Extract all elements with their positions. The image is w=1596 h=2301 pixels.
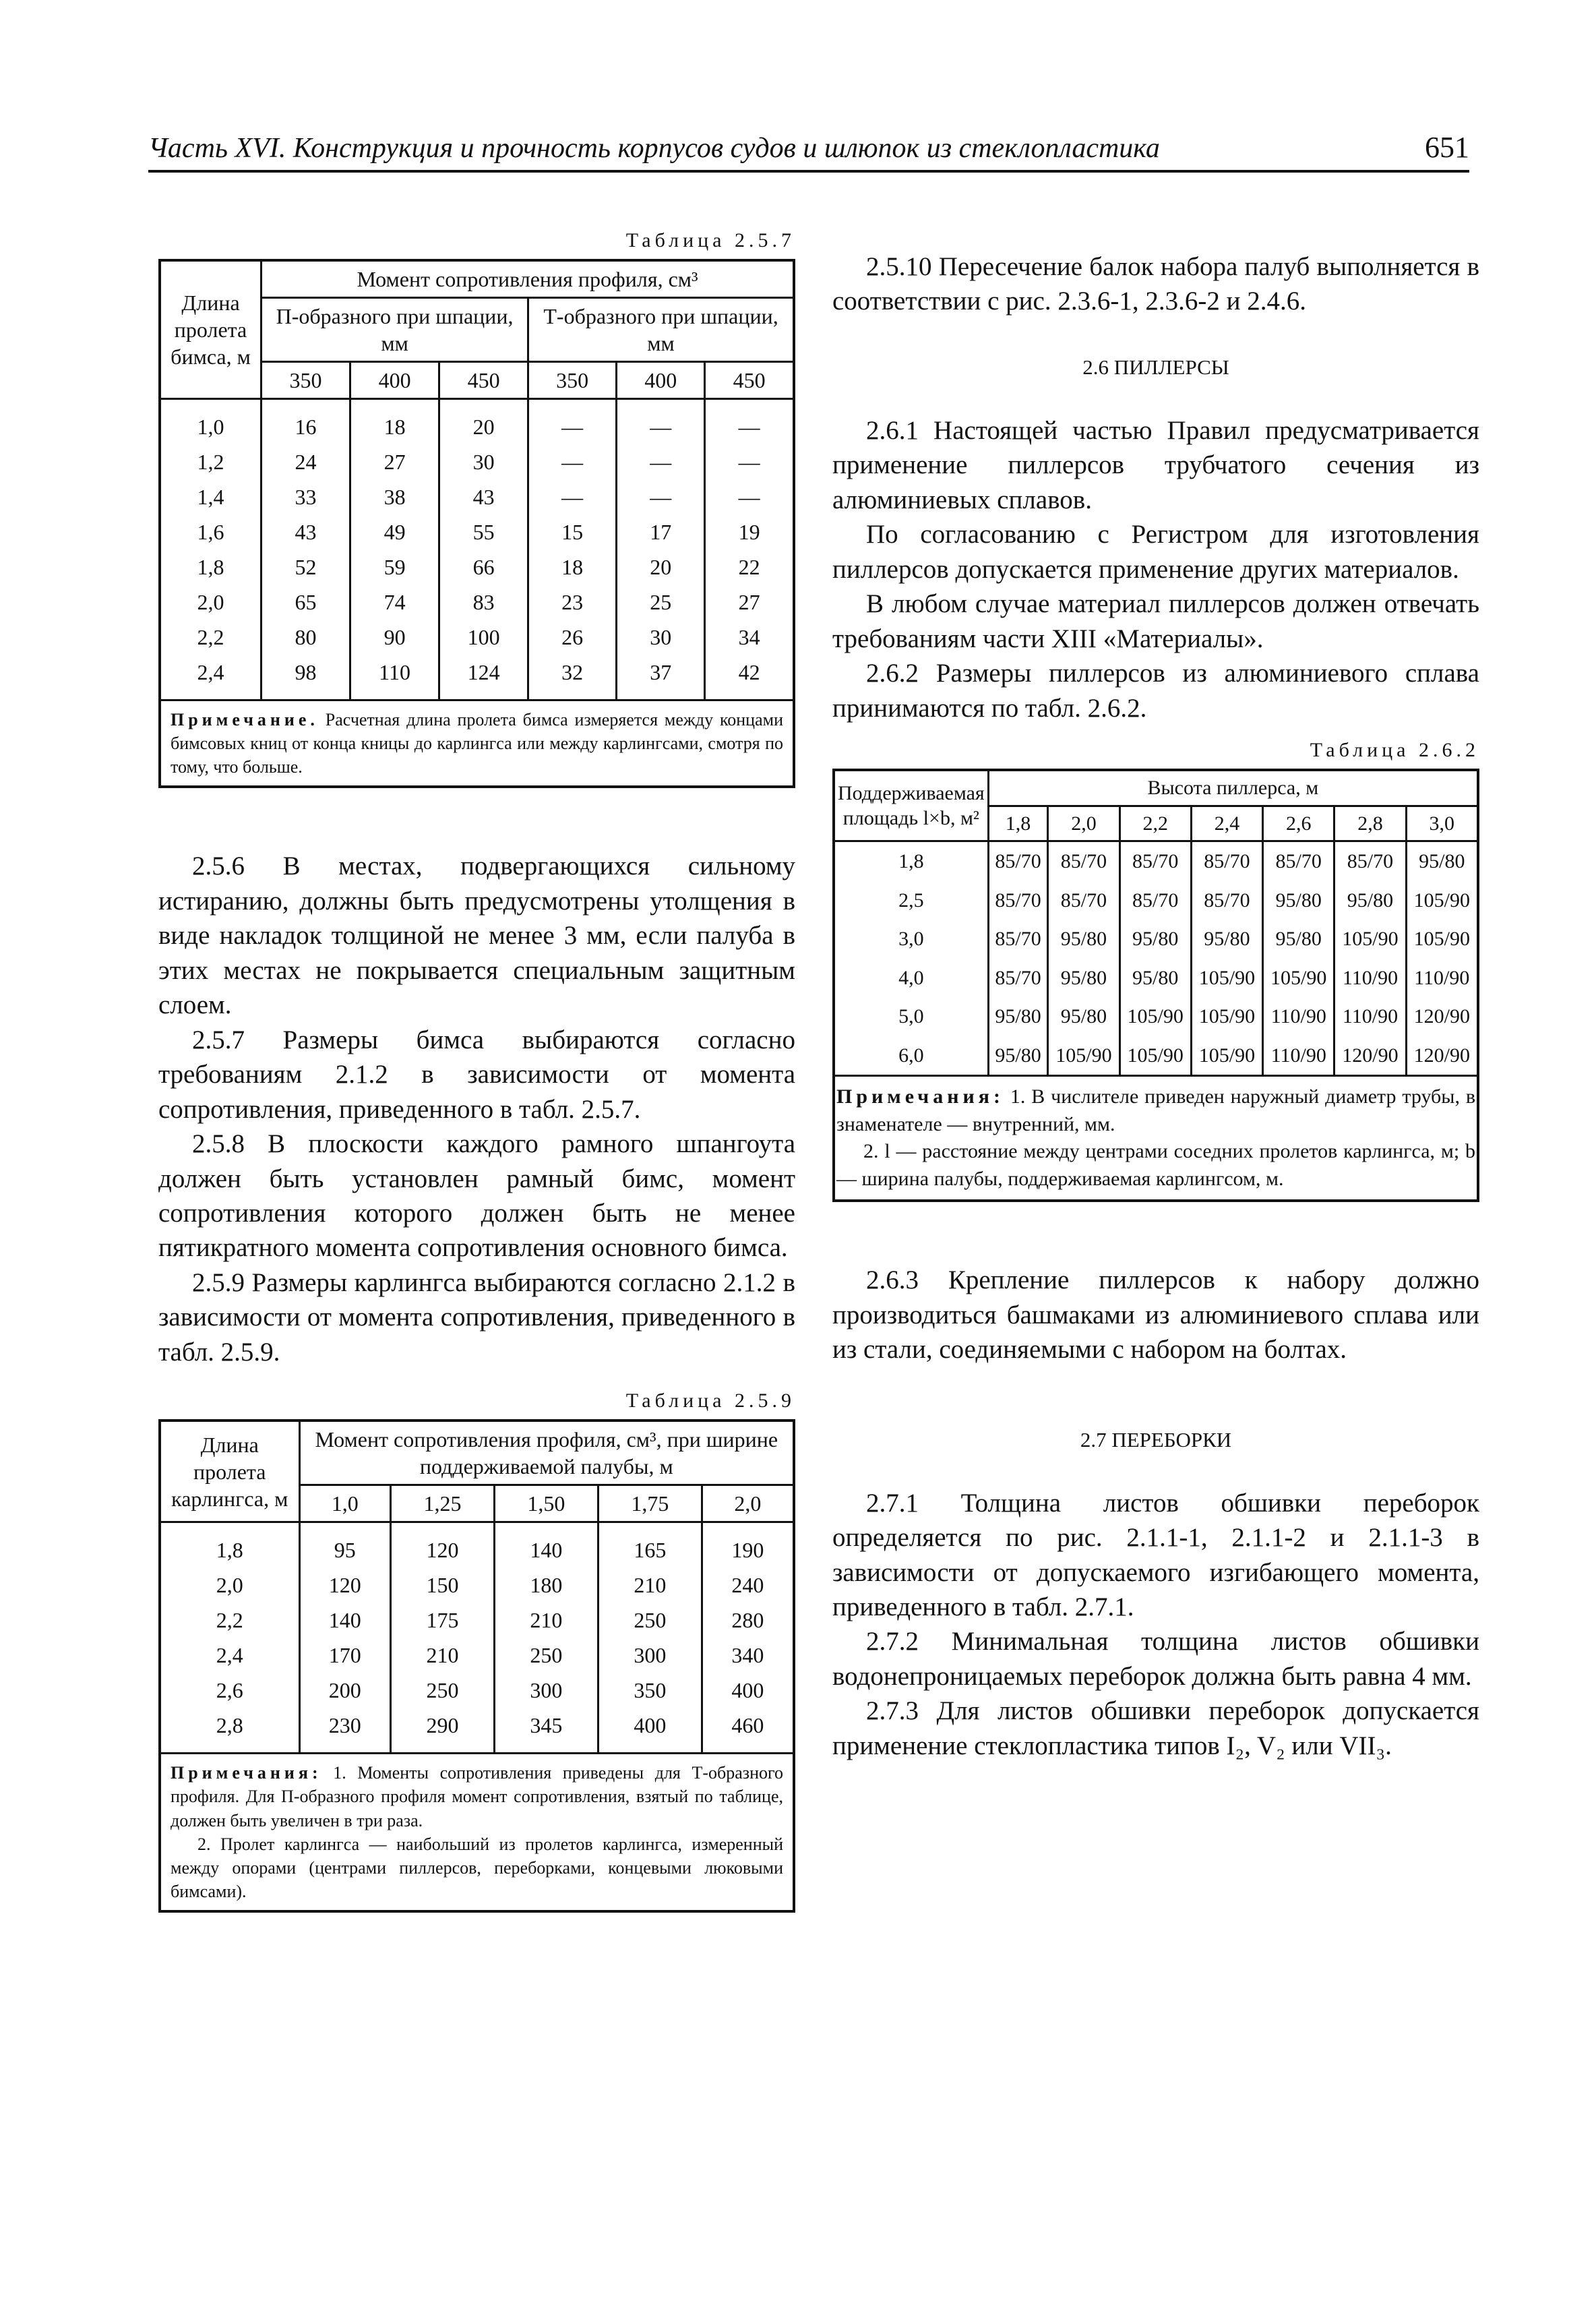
table-cell: 59: [350, 549, 439, 585]
table-cell: 140: [299, 1603, 391, 1638]
table-cell: 1,4: [160, 479, 262, 514]
col-header-width: 2,0: [702, 1485, 794, 1522]
table-row: [160, 1708, 794, 1754]
table-caption: Таблица 2.5.9: [625, 1389, 795, 1412]
table-cell: 26: [528, 620, 617, 655]
table-cell: 24: [262, 444, 350, 479]
table-row: [160, 1673, 794, 1708]
table-cell: 300: [598, 1638, 702, 1673]
section-heading-2-6: 2.6 ПИЛЛЕРСЫ: [1082, 355, 1229, 379]
table-cell: 240: [702, 1567, 794, 1603]
table-cell: 95/80: [1119, 920, 1191, 959]
table-cell: 110/90: [1263, 1036, 1334, 1076]
table-cell: 150: [391, 1567, 495, 1603]
table-cell: 95/80: [1406, 841, 1478, 881]
table-cell: 120/90: [1334, 1036, 1406, 1076]
table-cell: 23: [528, 585, 617, 620]
table-row: [834, 959, 1478, 998]
paragraph-2-7-2: 2.7.2 Минимальная толщина листов обшивки водонепроницаемых переборок должна быть равна 4 мм.: [832, 1627, 1479, 1691]
table-2-5-9: [158, 1389, 795, 1913]
table-cell: 42: [705, 655, 794, 700]
table-row: [160, 514, 794, 549]
table-cell: —: [705, 479, 794, 514]
table-cell: 55: [439, 514, 528, 549]
table-row: [160, 620, 794, 655]
col-header-spacing: 450: [439, 362, 528, 399]
note-text: 1. В числителе приведен наружный диаметр трубы, в знаменателе — внутренний, мм.: [836, 1085, 1475, 1135]
table-row: [834, 881, 1478, 920]
paragraph: В любом случае материал пиллерсов должен отвечать требованиям части XIII «Материалы».: [832, 589, 1479, 653]
table-cell: 49: [350, 514, 439, 549]
col-header-height: Высота пиллерса, м: [988, 770, 1478, 806]
table-cell: —: [617, 444, 705, 479]
col-header-height-value: 2,8: [1334, 806, 1406, 841]
table-cell: 95/80: [1263, 920, 1334, 959]
table-cell: 74: [350, 585, 439, 620]
table-cell: 18: [528, 549, 617, 585]
paragraph-2-7-1: 2.7.1 Толщина листов обшивки переборок определяется по рис. 2.1.1-1, 2.1.1-2 и 2.1.1-3 в зависимости от допускаемого изгибающего момента, приведенного в табл. 2.7.1.: [832, 1488, 1479, 1621]
paragraph-2-5-6: 2.5.6 В местах, подвергающихся сильному истиранию, должны быть предусмотрены утолщения в виде накладок толщиной не менее 3 мм, если палуба в этих местах не покрывается специальным защитным слоем.: [158, 851, 795, 1020]
table-cell: 95/80: [1048, 920, 1119, 959]
table-cell: 5,0: [834, 997, 988, 1036]
table-cell: 19: [705, 514, 794, 549]
col-header-moment: Момент сопротивления профиля, см³, при ширине поддерживаемой палубы, м: [299, 1421, 794, 1485]
table-row: [834, 1036, 1478, 1076]
col-header-height-value: 1,8: [988, 806, 1048, 841]
table-cell: 400: [598, 1708, 702, 1754]
table-cell: 230: [299, 1708, 391, 1754]
table-cell: 110/90: [1334, 959, 1406, 998]
table-cell: 27: [705, 585, 794, 620]
table-cell: —: [705, 399, 794, 445]
table-cell: 85/70: [1119, 881, 1191, 920]
note-heading: Примечание.: [171, 710, 319, 729]
page-number: 651: [1425, 131, 1469, 164]
col-header-spacing: 350: [262, 362, 350, 399]
table-cell: 95/80: [988, 1036, 1048, 1076]
col-header-height-value: 2,2: [1119, 806, 1191, 841]
col-header-height-value: 2,4: [1191, 806, 1262, 841]
table-cell: 210: [598, 1567, 702, 1603]
table-cell: 110/90: [1334, 997, 1406, 1036]
table-cell: 37: [617, 655, 705, 700]
table-cell: 22: [705, 549, 794, 585]
table-cell: 2,4: [160, 1638, 299, 1673]
col-header-width: 1,75: [598, 1485, 702, 1522]
table-cell: 110/90: [1406, 959, 1478, 998]
table-cell: 124: [439, 655, 528, 700]
table-cell: 290: [391, 1708, 495, 1754]
table-cell: 2,2: [160, 620, 262, 655]
table-cell: 105/90: [1119, 1036, 1191, 1076]
table-cell: 85/70: [988, 959, 1048, 998]
table-cell: 38: [350, 479, 439, 514]
table-cell: 66: [439, 549, 528, 585]
paragraph: По согласованию с Регистром для изготовления пиллерсов допускается применение других материалов.: [832, 520, 1479, 584]
table-cell: 85/70: [1191, 841, 1262, 881]
note-text: 2. l — расстояние между центрами соседних пролетов карлингса, м; b — ширина палубы, поддерживаемая карлингсом, м.: [836, 1140, 1475, 1190]
col-header-spacing: 400: [617, 362, 705, 399]
table-cell: 25: [617, 585, 705, 620]
table-cell: 120/90: [1406, 1036, 1478, 1076]
table-cell: 30: [617, 620, 705, 655]
table-cell: 105/90: [1334, 920, 1406, 959]
paragraph-2-5-9: 2.5.9 Размеры карлингса выбираются согласно 2.1.2 в зависимости от момента сопротивления, приведенного в табл. 2.5.9.: [158, 1267, 795, 1367]
col-header-height-value: 2,6: [1263, 806, 1334, 841]
table-cell: —: [528, 444, 617, 479]
table-cell: 85/70: [1048, 841, 1119, 881]
table-cell: 175: [391, 1603, 495, 1638]
table-cell: 280: [702, 1603, 794, 1638]
table-cell: 1,8: [160, 549, 262, 585]
note-heading: Примечания:: [836, 1085, 1005, 1108]
col-header-p-profile: П-образного при шпации, мм: [262, 298, 528, 362]
table-cell: 180: [494, 1567, 598, 1603]
table-cell: 15: [528, 514, 617, 549]
table-cell: 43: [262, 514, 350, 549]
table-cell: 98: [262, 655, 350, 700]
table-row: [834, 997, 1478, 1036]
table-cell: 34: [705, 620, 794, 655]
table-cell: 250: [391, 1673, 495, 1708]
table-cell: 1,8: [160, 1522, 299, 1568]
table-row: [834, 841, 1478, 881]
table-cell: 95/80: [1048, 997, 1119, 1036]
table-row: [160, 549, 794, 585]
col-header-span: Длина пролета карлингса, м: [160, 1421, 299, 1522]
table-cell: 2,5: [834, 881, 988, 920]
table-row: [834, 920, 1478, 959]
table-cell: 105/90: [1191, 959, 1262, 998]
table-cell: 52: [262, 549, 350, 585]
col-header-span: Длина пролета бимса, м: [160, 260, 262, 399]
table-cell: —: [528, 399, 617, 445]
table-cell: 105/90: [1406, 920, 1478, 959]
paragraph-2-5-8: 2.5.8 В плоскости каждого рамного шпангоута должен быть установлен рамный бимс, момент сопротивления которого должен быть не менее пятикратного момента сопротивления основного бимса.: [158, 1129, 795, 1263]
beam-moment-table: [158, 259, 795, 788]
paragraph-2-5-7: 2.5.7 Размеры бимса выбираются согласно требованиям 2.1.2 в зависимости от момента сопротивления, приведенного в табл. 2.5.7.: [158, 1025, 795, 1124]
col-header-width: 1,50: [494, 1485, 598, 1522]
col-header-area: Поддерживаемая площадь l×b, м²: [834, 770, 988, 841]
table-note: [160, 1754, 794, 1911]
table-cell: 460: [702, 1708, 794, 1754]
table-cell: 120/90: [1406, 997, 1478, 1036]
table-cell: 95/80: [1119, 959, 1191, 998]
table-note: [160, 700, 794, 787]
table-cell: 140: [494, 1522, 598, 1568]
table-cell: 190: [702, 1522, 794, 1568]
table-cell: 2,0: [160, 585, 262, 620]
table-cell: 2,2: [160, 1603, 299, 1638]
pillar-size-table: [832, 769, 1479, 1202]
table-cell: 340: [702, 1638, 794, 1673]
table-cell: 1,8: [834, 841, 988, 881]
paragraph-2-6-1: 2.6.1 Настоящей частью Правил предусматривается применение пиллерсов трубчатого сечения из алюминиевых сплавов.: [832, 415, 1479, 514]
col-header-width: 1,25: [391, 1485, 495, 1522]
table-cell: 210: [391, 1638, 495, 1673]
table-cell: 80: [262, 620, 350, 655]
table-cell: 105/90: [1263, 959, 1334, 998]
col-header-t-profile: Т-образного при шпации, мм: [528, 298, 794, 362]
paragraph-2-7-3: 2.7.3 Для листов обшивки переборок допускается применение стеклопластика типов I₂, V₂ или VII₃.: [832, 1696, 1479, 1760]
table-cell: 1,6: [160, 514, 262, 549]
table-cell: 85/70: [1334, 841, 1406, 881]
table-note: [834, 1076, 1478, 1201]
running-title: Часть XVI. Конструкция и прочность корпусов судов и шлюпок из стеклопластика: [148, 133, 1160, 164]
table-cell: 2,4: [160, 655, 262, 700]
table-cell: —: [528, 479, 617, 514]
table-cell: 85/70: [1119, 841, 1191, 881]
table-cell: 95: [299, 1522, 391, 1568]
table-cell: —: [617, 399, 705, 445]
table-cell: 90: [350, 620, 439, 655]
table-cell: 85/70: [1263, 841, 1334, 881]
table-cell: 120: [391, 1522, 495, 1568]
section-heading-2-7: 2.7 ПЕРЕБОРКИ: [1080, 1427, 1232, 1452]
left-column: [158, 229, 795, 1913]
table-cell: 20: [617, 549, 705, 585]
table-cell: 210: [494, 1603, 598, 1638]
table-cell: 95/80: [1263, 881, 1334, 920]
col-header-width: 1,0: [299, 1485, 391, 1522]
table-cell: 95/80: [988, 997, 1048, 1036]
table-row: [160, 479, 794, 514]
table-cell: 32: [528, 655, 617, 700]
table-cell: 300: [494, 1673, 598, 1708]
col-header-spacing: 350: [528, 362, 617, 399]
col-header-spacing: 450: [705, 362, 794, 399]
table-cell: 18: [350, 399, 439, 445]
table-cell: 1,0: [160, 399, 262, 445]
table-cell: 85/70: [1191, 881, 1262, 920]
table-row: [160, 585, 794, 620]
table-cell: 20: [439, 399, 528, 445]
paragraph-2-6-2: 2.6.2 Размеры пиллерсов из алюминиевого сплава принимаются по табл. 2.6.2.: [832, 659, 1479, 723]
table-cell: 85/70: [988, 920, 1048, 959]
table-cell: 120: [299, 1567, 391, 1603]
table-cell: 43: [439, 479, 528, 514]
table-cell: 85/70: [988, 881, 1048, 920]
table-cell: —: [617, 479, 705, 514]
col-header-spacing: 400: [350, 362, 439, 399]
table-2-6-2: [832, 739, 1479, 1202]
table-cell: 345: [494, 1708, 598, 1754]
table-cell: 6,0: [834, 1036, 988, 1076]
note-text: Расчетная длина пролета бимса измеряется между концами бимсовых книц от конца кницы до карлингса или между карлингсами, смотря по тому, что больше.: [171, 710, 783, 777]
table-caption: Таблица 2.6.2: [1310, 739, 1479, 762]
table-cell: 105/90: [1406, 881, 1478, 920]
right-column: [832, 229, 1479, 1763]
table-row: [160, 1603, 794, 1638]
table-cell: 95/80: [1191, 920, 1262, 959]
table-cell: 85/70: [1048, 881, 1119, 920]
table-cell: 27: [350, 444, 439, 479]
table-row: [160, 1567, 794, 1603]
table-cell: 17: [617, 514, 705, 549]
table-cell: 4,0: [834, 959, 988, 998]
col-header-height-value: 3,0: [1406, 806, 1478, 841]
table-cell: 350: [598, 1673, 702, 1708]
paragraph-2-5-10: 2.5.10 Пересечение балок набора палуб выполняется в соответствии с рис. 2.3.6-1, 2.3.6-2 и 2.4.6.: [832, 252, 1479, 316]
table-cell: 2,6: [160, 1673, 299, 1708]
note-heading: Примечания:: [171, 1763, 322, 1783]
table-cell: 170: [299, 1638, 391, 1673]
page-header: [148, 129, 1469, 173]
table-cell: 2,0: [160, 1567, 299, 1603]
table-cell: 85/70: [988, 841, 1048, 881]
table-cell: 105/90: [1191, 997, 1262, 1036]
table-cell: 110/90: [1263, 997, 1334, 1036]
table-cell: 2,8: [160, 1708, 299, 1754]
table-cell: —: [705, 444, 794, 479]
table-row: [160, 655, 794, 700]
col-header-moment: Момент сопротивления профиля, см³: [262, 260, 794, 298]
table-cell: 110: [350, 655, 439, 700]
table-row: [160, 399, 794, 445]
paragraph-2-6-3: 2.6.3 Крепление пиллерсов к набору должно производиться башмаками из алюминиевого сплава или из стали, соединяемыми с набором на болтах.: [832, 1265, 1479, 1365]
table-row: [160, 1522, 794, 1568]
table-cell: 95/80: [1334, 881, 1406, 920]
table-cell: 30: [439, 444, 528, 479]
table-cell: 105/90: [1191, 1036, 1262, 1076]
table-caption: Таблица 2.5.7: [625, 229, 795, 251]
table-cell: 100: [439, 620, 528, 655]
table-cell: 16: [262, 399, 350, 445]
table-cell: 95/80: [1048, 959, 1119, 998]
table-cell: 200: [299, 1673, 391, 1708]
note-text: 2. Пролет карлингса — наибольший из пролетов карлингса, измеренный между опорами (центрами пиллерсов, переборками, концевыми люковыми бимсами).: [171, 1834, 783, 1901]
table-row: [160, 444, 794, 479]
table-row: [160, 1638, 794, 1673]
table-cell: 400: [702, 1673, 794, 1708]
table-cell: 33: [262, 479, 350, 514]
table-cell: 250: [598, 1603, 702, 1638]
col-header-height-value: 2,0: [1048, 806, 1119, 841]
table-cell: 83: [439, 585, 528, 620]
table-cell: 250: [494, 1638, 598, 1673]
table-cell: 105/90: [1119, 997, 1191, 1036]
table-2-5-7: [158, 229, 795, 788]
table-cell: 3,0: [834, 920, 988, 959]
table-cell: 105/90: [1048, 1036, 1119, 1076]
table-cell: 65: [262, 585, 350, 620]
table-cell: 1,2: [160, 444, 262, 479]
note-text: 1. Моменты сопротивления приведены для Т-образного профиля. Для П-образного профиля момент сопротивления, взятый по таблице, должен быть увеличен в три раза.: [171, 1763, 783, 1830]
table-cell: 165: [598, 1522, 702, 1568]
carling-moment-table: [158, 1419, 795, 1913]
